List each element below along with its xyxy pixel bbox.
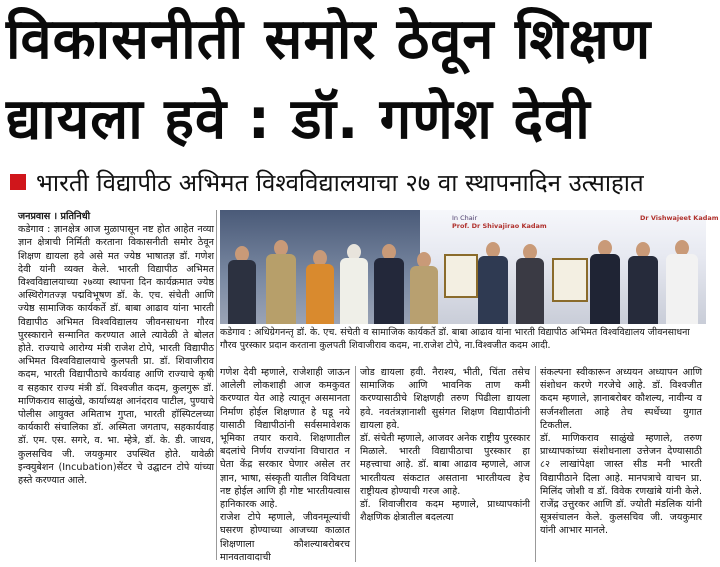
- column-divider: [355, 366, 356, 562]
- person-figure: [590, 240, 620, 324]
- banner-text-chair-name: Prof. Dr Shivajirao Kadam: [452, 222, 547, 230]
- column-2-text: गणेश देवी म्हणाले, राजेशाही जाऊन आलेली लोकशाही आज कमकुवत करण्यात येत आहे त्यातून असमानता निर्माण होईल शिक्षणात हे घडू नये यासाठी विद्यापीठांनी सर्वसमावेशक भूमिका तयार करावे. शिक्षणातील बदलांचे निर्णय राज्यांना विचारात न घेता केंद्र सरकार घेणार असेल तर ज्ञान, भाषा, संस्कृती यातील विविधता नष्ट होईल आणि ही गोष्ट भारतीयत्वास हानिकारक आहे. राजेश टोपे म्हणाले, जीवनमूल्यांची घसरण होण्याच्या आजच्या काळात शिक्षणाला कौशल्याबरोबरच मानवतावादाची: [220, 367, 350, 563]
- headline-line-1: विकासनीती समोर ठेवून शिक्षण: [6, 7, 652, 72]
- subheadline: भारती विद्यापीठ अभिमत विश्‍वविद्यालयाचा २७ वा स्थापनादिन उत्साहात: [36, 168, 644, 197]
- award-frame: [552, 258, 588, 302]
- photo-caption: कडेगाव : अधिग्रेगनन्तृ डॉ. के. एच. संचेती व सामाजिक कार्यकर्ते डॉ. बाबा आढाव यांना भारती विद्यापीठ अभिमत विश्‍वविद्यालय जीवनसाधना गौरव पुरस्कार प्रदान करताना कुलपती शिवाजीराव कदम, ना.राजेश टोपे, ना.विश्‍वजीत कदम आदी.: [220, 327, 690, 351]
- column-4-text: संकल्पना स्वीकारून अध्ययन अध्यापन आणि संशोधन करणे गरजेचे आहे. डॉ. विश्‍वजीत कदम म्हणाले, ज्ञानाबरोबर कौशल्य, नावीन्य व सर्जनशीलता आहे तेच स्पर्धेच्या युगात टिकतील. डॉ. माणिकराव साळुंखे म्हणाले, तरुण प्राध्यापकांच्या संशोधनाला उत्तेजन देण्यासाठी ८२ लाखांपेक्षा जास्त सीड मनी भारती विद्यापीठाने दिला आहे. मानपत्राचे वाचन प्रा. मिलिंद जोशी व डॉ. विवेक रणखांबे यांनी केले. राजेंद्र उत्तुरकर आणि डॉ. ज्योती मंडलिक यांनी सूत्रसंचालन केले. कुलसचिव जी. जयकुमार यांनी आभार मानले.: [540, 367, 702, 537]
- column-divider: [535, 366, 536, 562]
- article-column-4: [540, 366, 702, 562]
- article-column-2: [220, 366, 350, 562]
- column-3-text: जोड द्यायला हवी. नैराश्य, भीती, चिंता तसेच सामाजिक आणि भावनिक ताण कमी करण्यासाठीचे शिक्षणही तरुण पिढीला द्यायला हवे. नवतंत्रज्ञानाशी सुसंगत शिक्षण विद्यापीठांनी द्यायला हवे. डॉ. संचेती म्हणाले, आजवर अनेक राष्ट्रीय पुरस्कार मिळाले. भारती विद्यापीठाचा पुरस्कार हा महत्त्वाचा आहे. डॉ. बाबा आढाव म्हणाले, आज भारतीयत्व संकटात असताना भारतीयत्व हेच राष्ट्रीयत्व होण्याची गरज आहे. डॉ. शिवाजीराव कदम म्हणाले, प्राध्यापकांनी शैक्षणिक क्षेत्रातील बदलत्या: [360, 367, 530, 524]
- column-1-text: कडेगाव : ज्ञानक्षेत्र आज मुळापासून नष्ट होत आहेत नव्या ज्ञान क्षेत्राची निर्मिती करताना विकासनीती समोर ठेवून शिक्षण द्यायला हवे असे मत ज्येष्ठ भाषातज्ञ डॉ. गणेश देवी यांनी व्यक्त केले. भारती विद्यापीठ अभिमत विश्‍वविद्यालयाच्या २७व्या स्थापना दिन कार्यक्रमात ज्येष्ठ अस्थिरोगतज्ज्ञ पद्मविभूषण डॉ. के. एच. संचेती आणि ज्येष्ठ सामाजिक कार्यकर्ते डॉ. बाबा आढाव यांना भारती विद्यापीठ अभिमत विश्‍वविद्यालय जीवनसाधना गौरव पुरस्काराने सन्मानित करण्यात आले त्यावेळी ते बोलत होते. राज्याचे आरोग्य मंत्री राजेश टोपे, भारती विद्यापीठ अभिमत विश्‍वविद्यालयाचे कुलपती प्रा. डॉ. शिवाजीराव कदम, भारती विद्यापीठाचे कार्यवाह आणि राज्याचे कृषी व सहकार राज्य मंत्री डॉ. विश्‍वजीत कदम, कुलगुरू डॉ. माणिकराव साळुंखे, कार्याध्यक्ष आनंदराव पाटील, पुण्याचे पोलीस आयुक्त अमिताभ गुप्ता, भारती हॉस्पिटलच्या कार्यकारी संचालिका डॉ. अस्मिता जगताप, सहकार्यवाह डॉ. एम. एस. सगरे, व. भा. म्हेत्रे, डॉ. के. डी. जाधव, कुलसचिव जी. जयकुमार उपस्थित होते. यावेळी इन्क्युबेशन (Incubation)सेंटर चे उद्घाटन टोपे यांच्या हस्ते करण्यात आले.: [18, 224, 214, 487]
- banner-text-in-chair: In Chair: [452, 214, 478, 222]
- person-figure: [340, 244, 368, 324]
- subheadline-row: [6, 164, 714, 200]
- banner-text-guest-name: Dr Vishwajeet Kadam: [640, 214, 719, 222]
- person-figure: [374, 244, 404, 324]
- byline: जनप्रवास । प्रतिनिधी: [18, 211, 91, 222]
- person-figure: [228, 246, 256, 324]
- person-figure: [628, 242, 658, 324]
- person-figure: [478, 242, 508, 324]
- person-figure: [306, 250, 334, 324]
- person-figure: [410, 252, 438, 324]
- article-column-3: [360, 366, 530, 562]
- person-figure: [516, 244, 544, 324]
- column-divider: [216, 210, 217, 560]
- person-figure: [666, 240, 698, 324]
- event-photo: [220, 210, 719, 324]
- person-figure: [266, 240, 296, 324]
- headline-line-2: द्यायला हवे : डॉ. गणेश देवी: [6, 87, 591, 152]
- award-frame: [444, 254, 478, 298]
- article-column-1: [18, 210, 214, 560]
- red-square-bullet-icon: [10, 174, 26, 190]
